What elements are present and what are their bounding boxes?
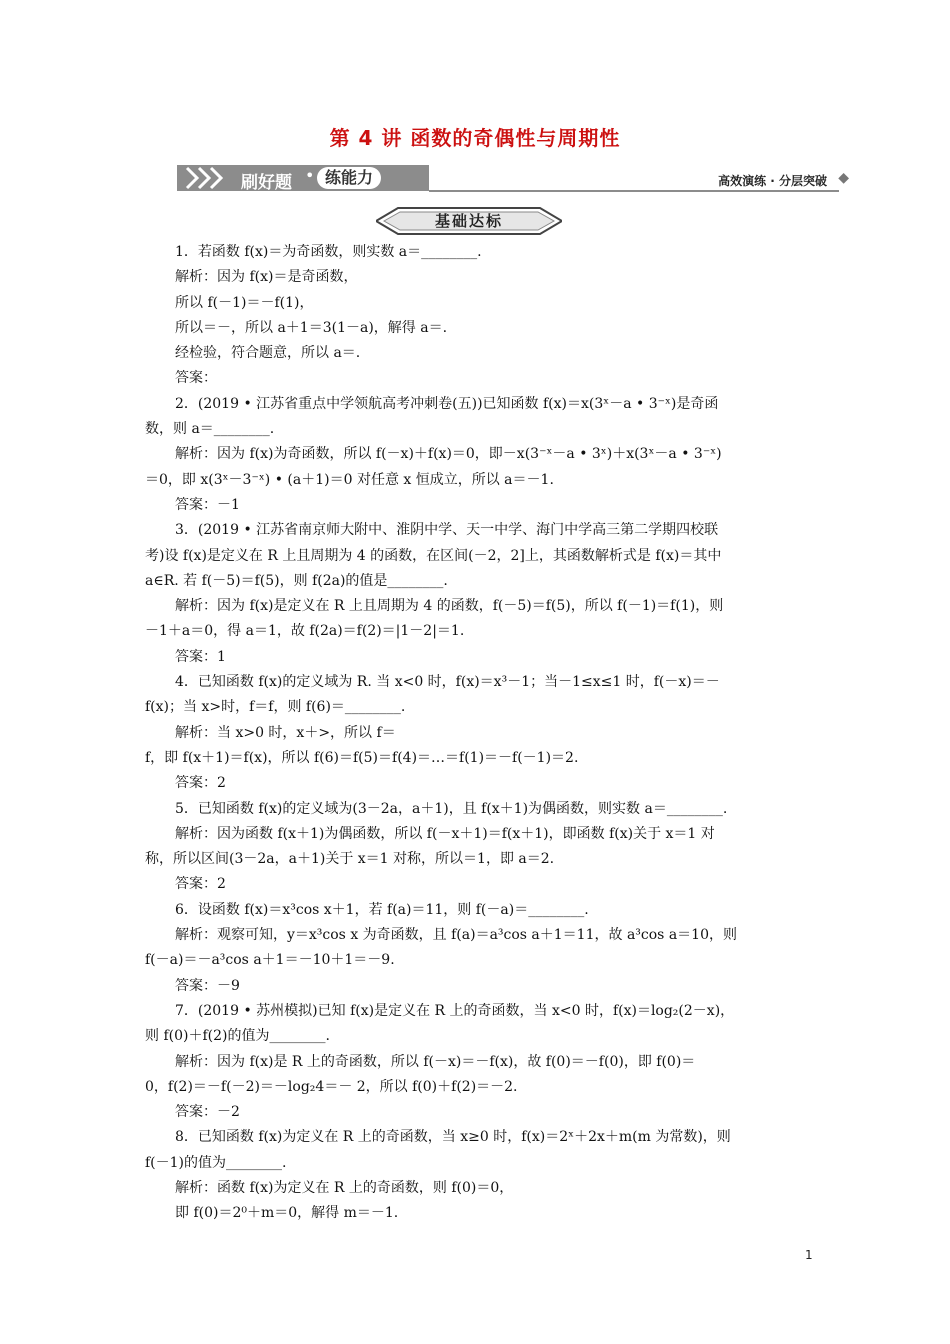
banner-rule [429, 190, 839, 192]
chevron-right-icon [185, 166, 237, 190]
text-line: 称，所以区间(3－2a，a＋1)关于 x＝1 对称，所以＝1，即 a＝2. [145, 851, 555, 868]
text-line: 考)设 f(x)是定义在 R 上且周期为 4 的函数，在区间(－2，2]上，其函数解析式是 f(x)＝其中 [145, 547, 722, 564]
text-line: 解析：当 x>0 时，x＋>，所以 f＝ [175, 724, 396, 741]
text-line: 0，f(2)＝－f(－2)＝－log₂4＝－ 2，所以 f(0)＋f(2)＝－2. [145, 1078, 518, 1095]
text-line: 解析：因为 f(x)为奇函数，所以 f(－x)＋f(x)＝0，即－x(3⁻ˣ－a • 3ˣ)＋x(3ˣ－a • 3⁻ˣ) [175, 446, 722, 463]
text-line: 4．已知函数 f(x)的定义域为 R. 当 x<0 时，f(x)＝x³－1；当－1≤x≤1 时，f(－x)＝－ [175, 674, 720, 691]
text-line: 5．已知函数 f(x)的定义域为(3－2a，a＋1)，且 f(x＋1)为偶函数，则实数 a＝________. [175, 800, 728, 817]
text-line: 答案： [175, 370, 217, 387]
text-line: f(－1)的值为________. [145, 1154, 287, 1171]
text-line: －1＋a＝0，得 a＝1，故 f(2a)＝f(2)＝|1－2|＝1. [145, 623, 465, 640]
banner-subtitle: 高效演练 · 分层突破 [718, 174, 827, 188]
section-badge-label: 基础达标 [434, 212, 503, 230]
text-line: 解析：因为 f(x)是定义在 R 上且周期为 4 的函数，f(－5)＝f(5)，所以 f(－1)＝f(1)，则 [175, 598, 724, 615]
text-line: 解析：观察可知，y＝x³cos x 为奇函数，且 f(a)＝a³cos a＋1＝11，故 a³cos a＝10，则 [175, 927, 737, 944]
text-line: 所以＝－，所以 a＋1＝3(1－a)，解得 a＝. [175, 319, 448, 336]
page-title: 第 4 讲 函数的奇偶性与周期性 [329, 126, 621, 150]
text-line: f，即 f(x＋1)＝f(x)，所以 f(6)＝f(5)＝f(4)＝…＝f(1)＝－f(－1)＝2. [145, 749, 579, 766]
banner-dot: • [305, 166, 315, 185]
text-line: 答案：2 [175, 876, 226, 893]
text-line: 数，则 a＝________. [145, 421, 275, 438]
text-line: 7．(2019 • 苏州模拟)已知 f(x)是定义在 R 上的奇函数，当 x<0 时，f(x)＝log₂(2－x)， [175, 1002, 735, 1019]
text-line: 答案：1 [175, 648, 226, 665]
text-line: 解析：因为 f(x)＝是奇函数， [175, 269, 358, 286]
section-banner [177, 158, 849, 198]
text-line: f(x)；当 x>时，f＝f，则 f(6)＝________. [145, 699, 406, 716]
text-line: 所以 f(－1)＝－f(1)， [175, 294, 314, 311]
banner-pill: 练能力 [317, 167, 381, 189]
text-line: 解析：函数 f(x)为定义在 R 上的奇函数，则 f(0)＝0， [175, 1179, 514, 1196]
text-line: f(－a)＝－a³cos a＋1＝－10＋1＝－9. [145, 952, 395, 969]
text-line: 即 f(0)＝2⁰＋m＝0，解得 m＝－1. [175, 1205, 399, 1222]
text-line: 1．若函数 f(x)＝为奇函数，则实数 a＝________. [175, 244, 482, 260]
diamond-icon: ◆ [838, 170, 849, 186]
exercise-content [145, 240, 805, 1227]
page-number: 1 [805, 1248, 813, 1262]
section-badge [376, 206, 562, 236]
text-line: 答案：－2 [175, 1104, 240, 1121]
banner-label: 刷好题 [241, 173, 292, 193]
text-line: 3．(2019 • 江苏省南京师大附中、淮阴中学、天一中学、海门中学高三第二学期四校联 [175, 522, 719, 539]
text-line: ＝0，即 x(3ˣ－3⁻ˣ) • (a＋1)＝0 对任意 x 恒成立，所以 a＝－1. [145, 471, 554, 488]
text-line: 答案：－1 [175, 496, 240, 513]
text-line: 经检验，符合题意，所以 a＝. [175, 345, 361, 362]
text-line: 解析：因为函数 f(x＋1)为偶函数，所以 f(－x＋1)＝f(x＋1)，即函数 f(x)关于 x＝1 对 [175, 825, 715, 842]
text-line: 2．(2019 • 江苏省重点中学领航高考冲刺卷(五))已知函数 f(x)＝x(3ˣ－a • 3⁻ˣ)是奇函 [175, 395, 719, 412]
text-line: 8．已知函数 f(x)为定义在 R 上的奇函数，当 x≥0 时，f(x)＝2ˣ＋2x＋m(m 为常数)，则 [175, 1129, 731, 1146]
text-line: 答案：2 [175, 775, 226, 792]
text-line: 解析：因为 f(x)是 R 上的奇函数，所以 f(－x)＝－f(x)，故 f(0)＝－f(0)，即 f(0)＝ [175, 1053, 696, 1070]
text-line: 6．设函数 f(x)＝x³cos x＋1，若 f(a)＝11，则 f(－a)＝________. [175, 901, 589, 918]
text-line: a∈R. 若 f(－5)＝f(5)，则 f(2a)的值是________. [145, 572, 448, 589]
text-line: 则 f(0)＋f(2)的值为________. [145, 1028, 330, 1045]
text-line: 答案：－9 [175, 977, 240, 994]
